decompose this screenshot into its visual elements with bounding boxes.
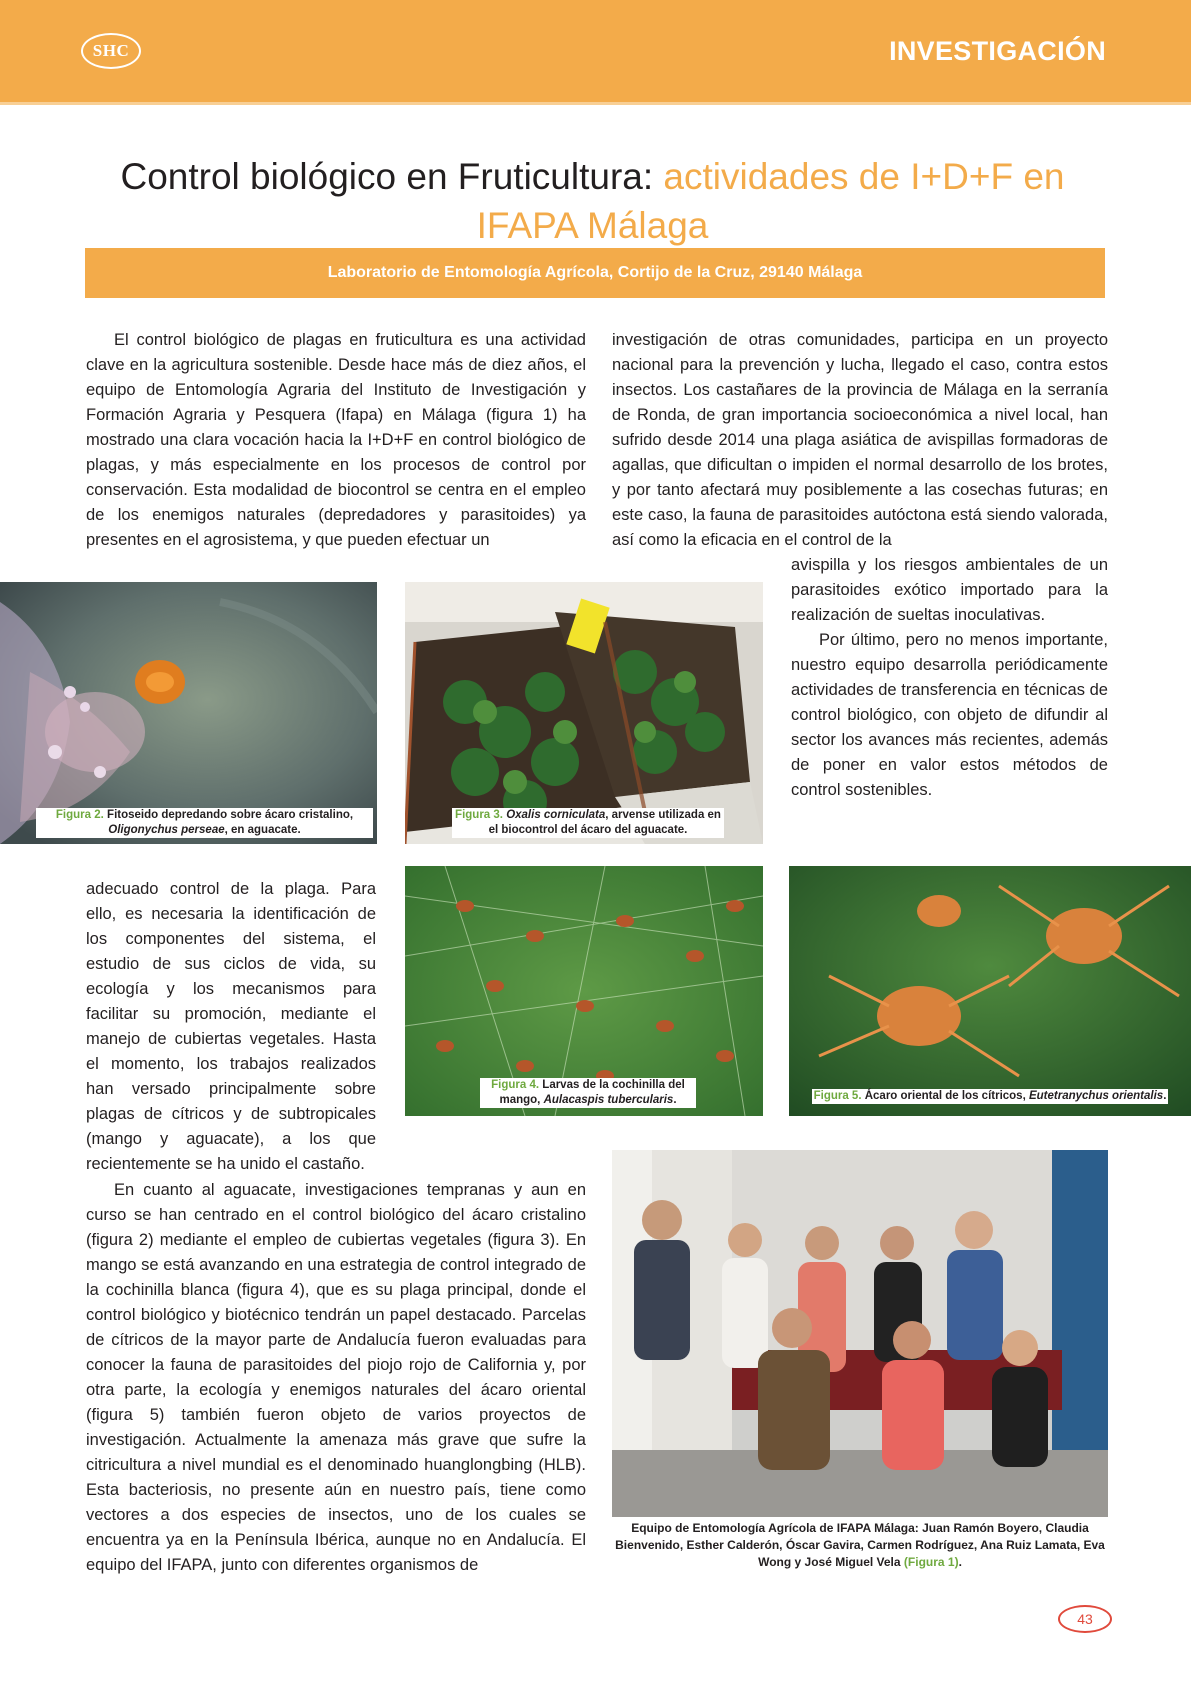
figure-3-caption: Figura 3. Oxalis corniculata, arvense utilizada en el biocontrol del ácaro del aguacate. xyxy=(452,808,724,838)
figure-3-image xyxy=(405,582,763,844)
paragraph-2-end: avispilla y los riesgos ambientales de un parasitoides exótico importado para la realización de sueltas inoculativas. xyxy=(791,556,1108,624)
figure-3-photo xyxy=(405,582,763,844)
body-col2-narrow xyxy=(791,553,1108,803)
figure-5-image xyxy=(789,866,1191,1116)
team-photo-image xyxy=(612,1150,1108,1517)
paragraph-2-continued: investigación de otras comunidades, participa en un proyecto nacional para la prevención y lucha, llegado el caso, contra estos insectos. Los castañares de la provincia de Málaga en la serranía de Ronda, de gran importancia socioeconómica a nivel local, han sufrido desde 2014 una plaga asiática de avispillas formadoras de agallas, que dificultan o impiden el normal desarrollo de los brotes, y por tanto afectará muy posiblemente a las cosechas futuras; en este caso, la fauna de parasitoides autóctona está siendo valorada, así como la eficacia en el control de la xyxy=(612,331,1108,549)
affiliation-bar: Laboratorio de Entomología Agrícola, Cortijo de la Cruz, 29140 Málaga xyxy=(85,248,1105,298)
title-part2: actividades de I+D+F en IFAPA Málaga xyxy=(476,156,1065,246)
paragraph-1: El control biológico de plagas en fruticultura es una actividad clave en la agricultura sostenible. Desde hace más de diez años, el equipo de Entomología Agraria del Instituto de Investigación y Formación Agraria y Pesquera (Ifapa) en Málaga (figura 1) ha mostrado una clara vocación hacia la I+D+F en control biológico de plagas, y más especialmente en los procesos de control por conservación. Esta modalidad de biocontrol se centra en el empleo de los enemigos naturales (depredadores y parasitoides) ya presentes en el agrosistema, y que pueden efectuar un xyxy=(86,331,586,549)
paragraph-3: Por último, pero no menos importante, nuestro equipo desarrolla periódicamente actividades de transferencia en técnicas de control biológico, con objeto de difundir al sector los avances más recientes, además de poner en valor estos métodos de control sostenibles. xyxy=(791,631,1108,799)
figure-2-caption: Figura 2. Fitoseido depredando sobre ácaro cristalino, Oligonychus perseae, en aguacate. xyxy=(36,808,373,838)
figure-5-caption: Figura 5. Ácaro oriental de los cítricos, Eutetranychus orientalis. xyxy=(813,1090,1167,1102)
team-photo-caption: Equipo de Entomología Agrícola de IFAPA Málaga: Juan Ramón Boyero, Claudia Bienvenido, Esther Calderón, Óscar Gavira, Carmen Rodríguez, Ana Ruiz Lamata, Eva Wong y José Miguel Vela (Figura 1). xyxy=(615,1521,1105,1569)
paragraph-1-continued: adecuado control de la plaga. Para ello, es necesaria la identificación de los componentes del sistema, el estudio de sus ciclos de vida, su ecología y los mecanismos para facilitar su promoción, mediante el manejo de cubiertas vegetales. Hasta el momento, los trabajos realizados han versado principalmente sobre plagas de cítricos y de subtropicales (mango y aguacate), a los que recientemente se ha unido el castaño. xyxy=(86,880,376,1173)
body-col1-narrow xyxy=(86,877,376,1177)
team-photo xyxy=(612,1150,1108,1517)
figure-5-photo xyxy=(789,866,1191,1116)
figure-2-photo xyxy=(0,582,377,844)
figure-4-caption: Figura 4. Larvas de la cochinilla del mango, Aulacaspis tubercularis. xyxy=(480,1078,696,1108)
figure-2-image xyxy=(0,582,377,844)
body-col1-top xyxy=(86,328,586,553)
title-part1: Control biológico en Fruticultura: xyxy=(120,156,664,197)
section-label: INVESTIGACIÓN xyxy=(889,36,1106,66)
header-bar xyxy=(0,0,1191,105)
page-number: 43 xyxy=(1058,1605,1112,1633)
body-col2-top xyxy=(612,328,1108,553)
body-col1-bottom xyxy=(86,1178,586,1578)
article-title xyxy=(80,152,1105,250)
shc-logo: SHC xyxy=(81,33,141,69)
paragraph-2: En cuanto al aguacate, investigaciones tempranas y aun en curso se han centrado en el control biológico del ácaro cristalino (figura 2) mediante el empleo de cubiertas vegetales (figura 3). En mango se está avanzando en una estrategia de control integrado de la cochinilla blanca (figura 4), que es su plaga principal, donde el control biológico y biotécnico tendrán un papel destacado. Parcelas de cítricos de la mayor parte de Andalucía fueron evaluadas para conocer la fauna de parasitoides del piojo rojo de California y, por otra parte, la ecología y enemigos naturales del ácaro oriental (figura 5) también fueron objeto de varios proyectos de investigación. Actualmente la amenaza más grave que sufre la citricultura a nivel mundial es el denominado huanglongbing (HLB). Esta bacteriosis, no presente aún en nuestro país, tiene como vectores a dos especies de insectos, uno de los cuales se encuentra ya en la Península Ibérica, aunque no en Andalucía. El equipo del IFAPA, junto con diferentes organismos de xyxy=(86,1181,586,1574)
